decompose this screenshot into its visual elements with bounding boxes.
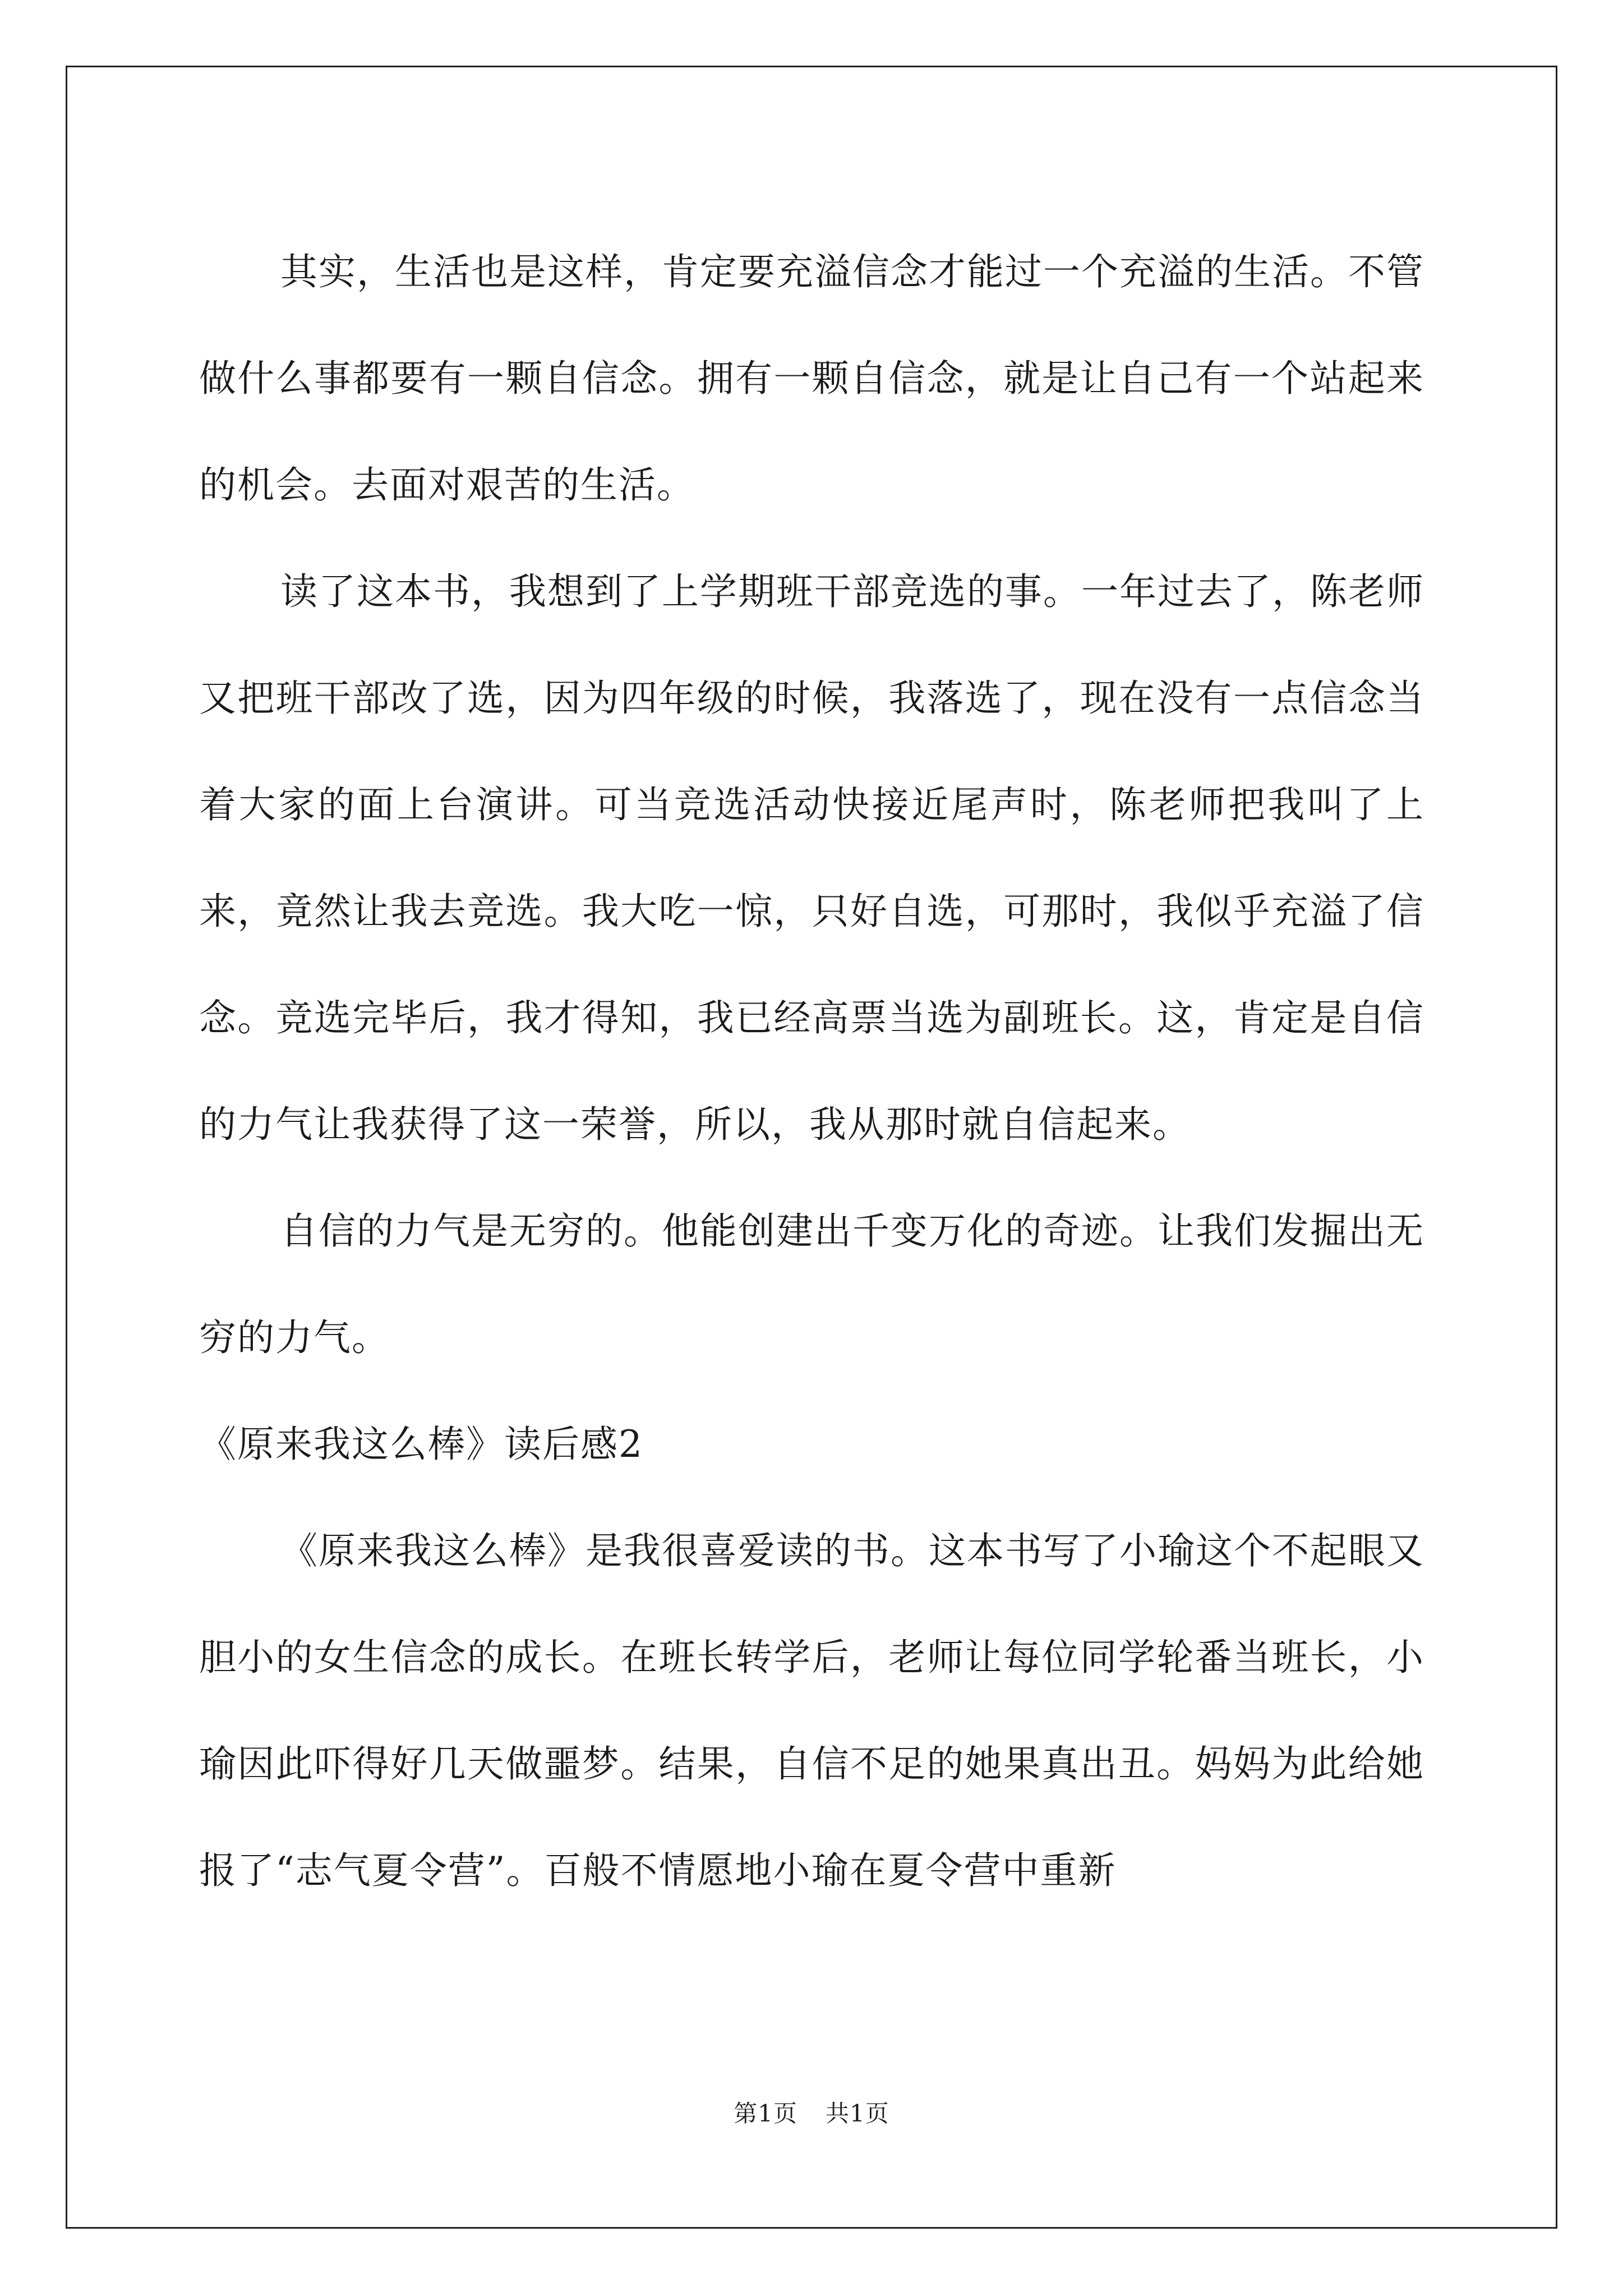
page-total: 共1页 — [826, 2100, 889, 2127]
paragraph: 读了这本书，我想到了上学期班干部竞选的事。一年过去了，陈老师又把班干部改了选，因为四年级的时候，我落选了，现在没有一点信念当着大家的面上台演讲。可当竞选活动快接近尾声时，陈老师把我叫了上来，竟然让我去竞选。我大吃一惊，只好自选，可那时，我似乎充溢了信念。竞选完毕后，我才得知，我已经高票当选为副班长。这，肯定是自信的力气让我获得了这一荣誉，所以，我从那时就自信起来。 — [199, 570, 1424, 1146]
paragraph: 《原来我这么棒》是我很喜爱读的书。这本书写了小瑜这个不起眼又胆小的女生信念的成长。在班长转学后，老师让每位同学轮番当班长，小瑜因此吓得好几天做噩梦。结果，自信不足的她果真出丑。妈妈为此给她报了“志气夏令营”。百般不情愿地小瑜在夏令营中重新 — [199, 1529, 1424, 1892]
page-footer — [0, 2095, 1623, 2129]
paragraph: 其实，生活也是这样，肯定要充溢信念才能过一个充溢的生活。不管做什么事都要有一颗自信念。拥有一颗自信念，就是让自己有一个站起来的机会。去面对艰苦的生活。 — [199, 250, 1424, 507]
paragraph: 自信的力气是无穷的。他能创建出千变万化的奇迹。让我们发掘出无穷的力气。 — [199, 1209, 1424, 1359]
section-heading: 《原来我这么棒》读后感2 — [199, 1423, 643, 1466]
document-body — [199, 219, 1424, 1924]
page-number: 第1页 — [734, 2100, 797, 2127]
